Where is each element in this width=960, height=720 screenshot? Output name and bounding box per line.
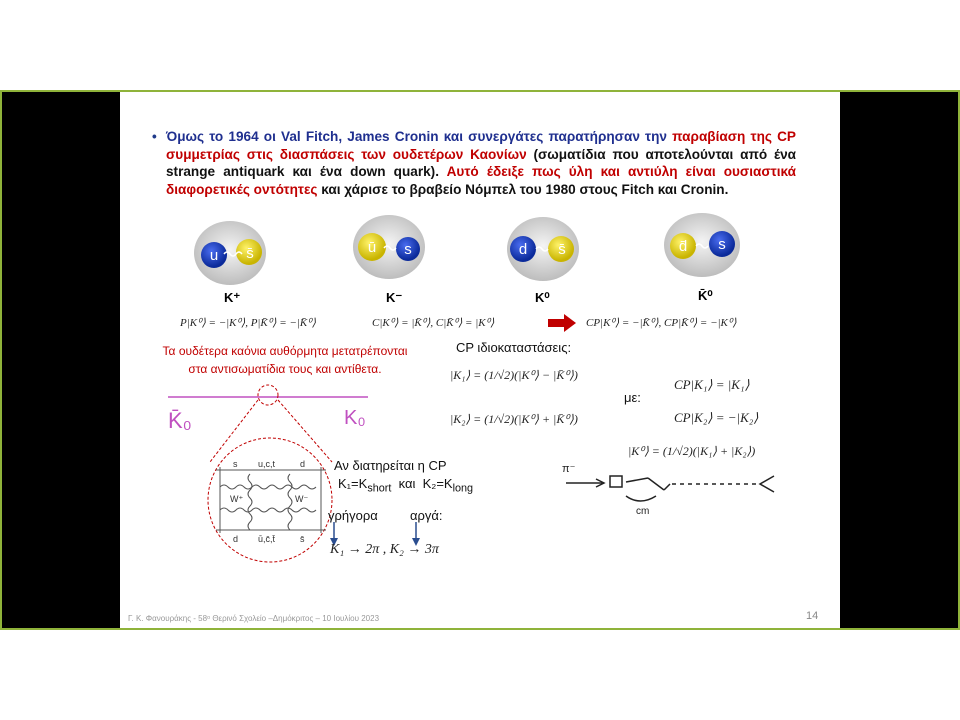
mixing-note-line-1: Τα ουδέτερα καόνια αυθόρμητα μετατρέπονται bbox=[162, 344, 408, 358]
kaon-k0bar bbox=[664, 213, 740, 277]
and-word: και bbox=[398, 476, 416, 491]
mixing-uct: u,c,t bbox=[258, 459, 276, 469]
kaon-k0bar-q2: s bbox=[718, 236, 726, 253]
mixing-wplus: W⁺ bbox=[230, 494, 244, 504]
slow-label: αργά: bbox=[410, 508, 443, 523]
cp-eigenstates-label: CP ιδιοκαταστάσεις: bbox=[456, 340, 572, 355]
mixing-uctbar: ū,c̄,t̄ bbox=[258, 534, 276, 544]
short-subscript: short bbox=[367, 482, 392, 495]
decay-modes: K₁ → 2π , K₂ → 3π bbox=[330, 542, 439, 557]
kaon-k0-label: K⁰ bbox=[535, 290, 550, 305]
bullet-part-5: Αυτό έδειξε πως ύλη και αντιύλη είναι ουσιαστικά διαφορετικές οντότητες bbox=[166, 164, 796, 197]
page-number: 14 bbox=[806, 610, 819, 622]
long-subscript: long bbox=[452, 482, 474, 495]
cp-conserved-heading: Αν διατηρείται η CP bbox=[334, 458, 447, 473]
handdrawn-sketch bbox=[566, 476, 774, 501]
sketch-cm-label: cm bbox=[636, 506, 650, 517]
k1-definition: |K₁⟩ = (1/√2)(|K⁰⟩ − |K̄⁰⟩) bbox=[450, 368, 578, 382]
implication-arrow bbox=[548, 314, 576, 332]
mixing-wminus: W⁻ bbox=[295, 494, 309, 504]
kaon-kplus-q1: u bbox=[209, 247, 219, 264]
slide bbox=[120, 92, 840, 628]
kaon-k0-q1: d bbox=[518, 241, 528, 258]
mixing-d: d bbox=[300, 459, 306, 469]
charge-conjugation-equation: C|K⁰⟩ = |K̄⁰⟩, C|K̄⁰⟩ = |K⁰⟩ bbox=[372, 317, 495, 329]
kaon-kminus-label: K⁻ bbox=[386, 290, 403, 305]
k0-decomposition: |K⁰⟩ = (1/√2)(|K₁⟩ + |K₂⟩) bbox=[628, 444, 756, 458]
mixing-sbar: s̄ bbox=[300, 534, 305, 544]
fast-label: γρήγορα bbox=[328, 508, 378, 523]
kaon-kplus-label: K⁺ bbox=[224, 290, 241, 305]
with-label: με: bbox=[624, 390, 641, 405]
k2-definition: |K₂⟩ = (1/√2)(|K⁰⟩ + |K̄⁰⟩) bbox=[450, 412, 578, 426]
cp-k1-equation: CP|K₁⟩ = |K₁⟩ bbox=[674, 377, 750, 392]
k2-equals: K₂=K bbox=[422, 476, 453, 491]
k-short-long bbox=[338, 476, 473, 495]
bullet-part-2: και συνεργάτες παρατήρησαν την bbox=[438, 129, 673, 144]
mixing-s: s bbox=[233, 459, 238, 469]
slide-footer: Γ. Κ. Φανουράκης - 58ᵒ Θερινό Σχολείο –Δημόκριτος – 10 Ιουλίου 2023 bbox=[128, 614, 380, 623]
bullet-part-6: και χάρισε το βραβείο Νόμπελ του 1980 στους Fitch και Cronin. bbox=[317, 181, 729, 197]
kaon-kplus bbox=[194, 221, 266, 285]
parity-equation: P|K⁰⟩ = −|K⁰⟩, P|K̄⁰⟩ = −|K̄⁰⟩ bbox=[180, 317, 316, 329]
kaon-k0 bbox=[507, 217, 579, 281]
mixing-k0bar-label: K̄₀ bbox=[168, 408, 192, 433]
bullet-dot: • bbox=[152, 129, 157, 144]
kaon-k0-q2: s̄ bbox=[558, 241, 566, 258]
kaon-k0bar-q1: d̄ bbox=[678, 238, 688, 255]
mixing-k0-label: K₀ bbox=[344, 407, 366, 429]
bullet-part-1: Όμως το 1964 οι Val Fitch, James Cronin bbox=[166, 129, 439, 144]
cp-equation: CP|K⁰⟩ = −|K̄⁰⟩, CP|K̄⁰⟩ = −|K⁰⟩ bbox=[586, 317, 737, 329]
bullet-part-4: (σωματίδια που αποτελούνται από ένα strange antiquark και ένα down quark). bbox=[166, 146, 796, 180]
bullet-part-3: παραβίαση της CP συμμετρίας στις διασπάσεις των ουδετέρων Καονίων bbox=[166, 129, 796, 162]
kaon-kminus-q1: ū bbox=[367, 239, 377, 256]
mixing-note-line-2: στα αντισωματίδια τους και αντίθετα. bbox=[188, 362, 382, 376]
kaon-kminus bbox=[353, 215, 425, 279]
k1-equals: K₁=K bbox=[338, 476, 368, 491]
cp-k2-equation: CP|K₂⟩ = −|K₂⟩ bbox=[674, 410, 759, 425]
mixing-dbar: d bbox=[233, 534, 239, 544]
kaon-kplus-q2: s̄ bbox=[246, 245, 254, 262]
sketch-pi-label: π⁻ bbox=[562, 463, 576, 475]
mixing-diagram bbox=[168, 385, 368, 562]
kaon-k0bar-label: K̄⁰ bbox=[698, 288, 713, 303]
mixing-note bbox=[140, 342, 430, 378]
kaon-kminus-q2: s bbox=[404, 241, 412, 258]
